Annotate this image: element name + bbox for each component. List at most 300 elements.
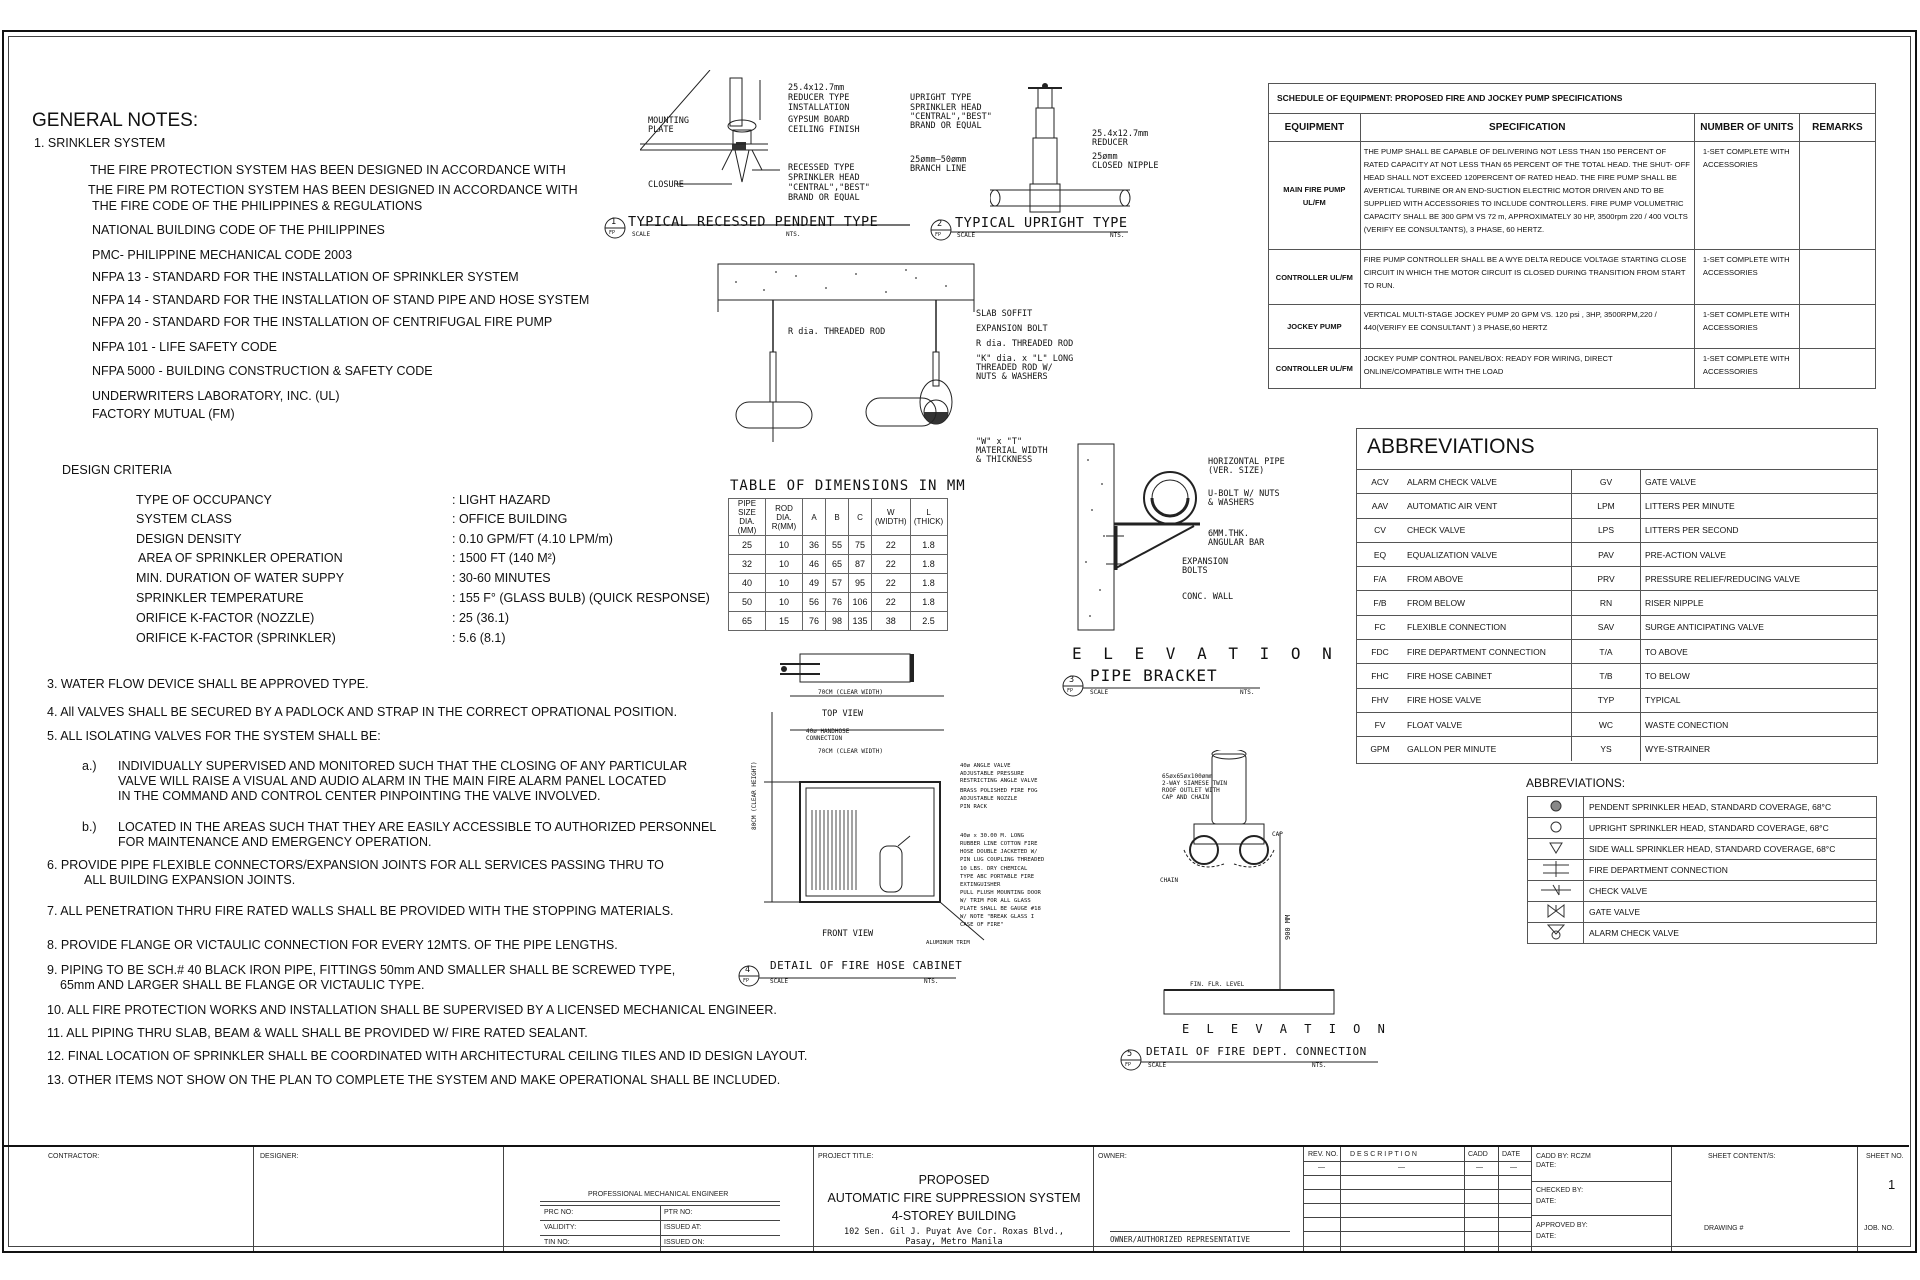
fire-dept-connection-icon <box>1528 860 1584 881</box>
detail-2-fp: FP <box>935 232 942 238</box>
bracket-label-9: CONC. WALL <box>1182 592 1234 602</box>
recessed-label-4: GYPSUM BOARD <box>788 115 850 125</box>
abbreviation-row <box>1357 542 1877 566</box>
schedule-units: 1-SET COMPLETE WITH ACCESSORIES <box>1694 142 1799 250</box>
dim-cell: 55 <box>826 536 849 555</box>
criteria-label: SPRINKLER TEMPERATURE <box>136 591 304 605</box>
dim-cell: 40 <box>729 574 766 593</box>
bracket-label-2: (VER. SIZE) <box>1208 466 1265 476</box>
schedule-spec: THE PUMP SHALL BE CAPABLE OF DELIVERING NOT LESS THAN 150 PERCENT OF RATED CAPACITY AT NOT LESS THAN 65 PERCENT OF THE TOTAL HEAD. THE SHUT- OFF HEAD SHALL NOT EXCEED 120PERCENT OF RATED HEAD. THE FIRE PUMP SHALL BE AVERTICAL TURBINE OR AN END-SUCTION ELECTRIC MOTOR DRIVEN AND TO BE SUPPLIED WITH ACCESSORIES TO INCLUDE CONTROLLERS. FIRE PUMP VOLUMETRIC CAPACITY SHALL BE 300 GPM VS 72 m, APPROXIMATELY 30 HP, 3500rpm 220 / 400 VOLTS (VERIFY EE CONSULTANTS), 3 PHASE, 60 HERTZ. <box>1360 142 1694 250</box>
detail-1-scale: SCALE <box>632 231 651 238</box>
recessed-label-2: REDUCER TYPE <box>788 93 850 103</box>
dim-cell: 50 <box>729 593 766 612</box>
abbreviation-cell: WYE-STRAINER <box>1641 737 1878 761</box>
dim-header: PIPE SIZE DIA.(MM) <box>729 499 766 536</box>
detail-2-scale: SCALE <box>957 232 976 239</box>
tb-sheet-no-value: 1 <box>1888 1177 1896 1192</box>
upright-detail <box>990 80 1140 220</box>
abbreviation-row <box>1357 688 1877 712</box>
standard-item: THE FIRE PROTECTION SYSTEM HAS BEEN DESIGNED IN ACCORDANCE WITH <box>90 163 566 177</box>
dim-header-row <box>729 499 948 536</box>
abbreviation-row <box>1357 737 1877 761</box>
symbol-row <box>1528 881 1877 902</box>
abbreviation-cell: AAV <box>1357 494 1403 518</box>
dimensions-table-title: TABLE OF DIMENSIONS IN MM <box>730 478 966 494</box>
abbreviation-cell: PAV <box>1572 542 1641 566</box>
schedule-units: 1-SET COMPLETE WITH ACCESSORIES <box>1694 349 1799 389</box>
dim-cell: 10 <box>766 555 803 574</box>
cabinet-clear-width-1: 70CM (CLEAR WIDTH) <box>818 689 884 696</box>
tb-dash-1: — <box>1318 1164 1325 1171</box>
abbreviation-cell: T/A <box>1572 640 1641 664</box>
abbreviation-cell: CHECK VALVE <box>1403 518 1572 542</box>
tb-validity: VALIDITY: <box>544 1224 577 1231</box>
schedule-equipment: CONTROLLER UL/FM <box>1269 250 1361 305</box>
upright-label-5: 25.4x12.7mm <box>1092 129 1149 139</box>
dim-cell: 36 <box>803 536 826 555</box>
note-line: 3. WATER FLOW DEVICE SHALL BE APPROVED TYPE. <box>47 677 369 691</box>
hanger-label-6: NUTS & WASHERS <box>976 372 1048 382</box>
schedule-header: EQUIPMENT <box>1269 114 1361 142</box>
dim-cell: 1.8 <box>910 574 947 593</box>
fdc-label-1: 65øx65øx100ømm <box>1162 773 1213 780</box>
abbreviations-table <box>1357 469 1877 761</box>
cabinet-label: PULL FLUSH MOUNTING DOOR <box>960 890 1041 896</box>
abbreviation-cell: PRE-ACTION VALVE <box>1641 542 1878 566</box>
standard-item: NFPA 13 - STANDARD FOR THE INSTALLATION OF SPRINKLER SYSTEM <box>92 270 519 284</box>
bracket-label-6: ANGULAR BAR <box>1208 538 1265 548</box>
detail-2-nts: NTS. <box>1110 232 1125 239</box>
tb-project-line1: PROPOSED <box>918 1173 990 1187</box>
recessed-label-11: BRAND OR EQUAL <box>788 193 860 203</box>
schedule-units: 1-SET COMPLETE WITH ACCESSORIES <box>1694 250 1799 305</box>
pipe-bracket-detail <box>1076 440 1306 640</box>
abbreviations-box <box>1356 428 1878 764</box>
tb-tin: TIN NO: <box>544 1239 570 1246</box>
symbol-row <box>1528 923 1877 944</box>
symbol-label: UPRIGHT SPRINKLER HEAD, STANDARD COVERAGE, 68°C <box>1584 818 1877 839</box>
abbreviation-cell: FLEXIBLE CONNECTION <box>1403 615 1572 639</box>
recessed-label-3: INSTALLATION <box>788 103 850 113</box>
dim-cell: 1.8 <box>910 555 947 574</box>
abbreviation-cell: T/B <box>1572 664 1641 688</box>
tb-rev-no: REV. NO. <box>1308 1151 1339 1158</box>
cabinet-label: RUBBER LINE COTTON FIRE <box>960 841 1038 847</box>
schedule-equipment: CONTROLLER UL/FM <box>1269 349 1361 389</box>
cabinet-label: ALUMINUM TRIM <box>926 940 970 946</box>
dim-header: C <box>849 499 872 536</box>
note-line: LOCATED IN THE AREAS SUCH THAT THEY ARE EASILY ACCESSIBLE TO AUTHORIZED PERSONNEL <box>118 820 717 834</box>
schedule-remarks <box>1799 349 1875 389</box>
cabinet-label: 10 LBS. DRY CHEMICAL <box>960 866 1028 872</box>
abbreviation-cell: SURGE ANTICIPATING VALVE <box>1641 615 1878 639</box>
tb-cadd: CADD <box>1468 1151 1488 1158</box>
tb-date: DATE <box>1502 1151 1521 1158</box>
symbol-row <box>1528 797 1877 818</box>
cabinet-top-view: TOP VIEW <box>822 709 863 719</box>
abbreviation-row <box>1357 567 1877 591</box>
detail-2-number: 2 <box>937 219 943 229</box>
abbreviation-cell: FIRE HOSE CABINET <box>1403 664 1572 688</box>
tb-date-2: DATE: <box>1536 1198 1557 1205</box>
cabinet-label: PIN RACK <box>960 804 987 810</box>
note-line: a.) <box>82 759 97 773</box>
note-line: ALL BUILDING EXPANSION JOINTS. <box>84 873 296 887</box>
abbreviation-cell: LPM <box>1572 494 1641 518</box>
note-line: 6. PROVIDE PIPE FLEXIBLE CONNECTORS/EXPANSION JOINTS FOR ALL SERVICES PASSING THRU TO <box>47 858 664 872</box>
schedule-header: REMARKS <box>1799 114 1875 142</box>
dim-cell: 76 <box>803 612 826 631</box>
detail-3-nts: NTS. <box>1240 689 1255 696</box>
tb-prc: PRC NO: <box>544 1209 574 1216</box>
bracket-detail-title: PIPE BRACKET <box>1090 666 1218 685</box>
symbol-row <box>1528 839 1877 860</box>
standard-item: NFPA 20 - STANDARD FOR THE INSTALLATION OF CENTRIFUGAL FIRE PUMP <box>92 315 553 329</box>
schedule-remarks <box>1799 305 1875 349</box>
abbreviation-cell: WASTE CONECTION <box>1641 712 1878 736</box>
tb-issued-at: ISSUED AT: <box>664 1224 702 1231</box>
upright-label-7: 25ømm <box>1092 152 1118 162</box>
abbreviation-cell: FIRE DEPARTMENT CONNECTION <box>1403 640 1572 664</box>
schedule-header: SPECIFICATION <box>1360 114 1694 142</box>
tb-project-line2: AUTOMATIC FIRE SUPPRESSION SYSTEM <box>827 1191 1081 1205</box>
dim-header: ROD DIA. R(MM) <box>766 499 803 536</box>
recessed-label-12: CLOSURE <box>648 180 684 190</box>
criteria-value: : 155 F° (GLASS BULB) (QUICK RESPONSE) <box>452 591 710 605</box>
dim-cell: 15 <box>766 612 803 631</box>
abbreviation-cell: ALARM CHECK VALVE <box>1403 470 1572 494</box>
detail-1-fp: FP <box>609 230 616 236</box>
tb-project <box>814 1147 1094 1251</box>
cabinet-label-hh2: CONNECTION <box>806 735 843 742</box>
fdc-label-3: ROOF OUTLET WITH <box>1162 787 1220 794</box>
abbreviation-row <box>1357 664 1877 688</box>
tb-dash-3: — <box>1476 1164 1483 1171</box>
abbreviation-cell: FIRE HOSE VALVE <box>1403 688 1572 712</box>
cabinet-clear-height: 80CM (CLEAR HEIGHT) <box>751 761 758 830</box>
schedule-remarks <box>1799 142 1875 250</box>
cabinet-clear-width-2: 70CM (CLEAR WIDTH) <box>818 748 884 755</box>
tb-dash-4: — <box>1510 1164 1517 1171</box>
abbreviation-cell: GV <box>1572 470 1641 494</box>
abbreviation-cell: LITTERS PER MINUTE <box>1641 494 1878 518</box>
dim-cell: 32 <box>729 555 766 574</box>
standard-item: NFPA 5000 - BUILDING CONSTRUCTION & SAFETY CODE <box>92 364 433 378</box>
criteria-value: : 0.10 GPM/FT (4.10 LPM/m) <box>452 532 613 546</box>
schedule-spec: FIRE PUMP CONTROLLER SHALL BE A WYE DELTA REDUCE VOLTAGE STARTING CLOSE CIRCUIT IN WHICH THE MOTOR CIRCUIT IS CLOSED DURING TRANSITION FROM START TO RUN. <box>1360 250 1694 305</box>
tb-owner-label: OWNER: <box>1098 1153 1127 1160</box>
dim-header: W (WIDTH) <box>872 499 911 536</box>
detail-4-number: 4 <box>745 965 751 975</box>
tb-project-label: PROJECT TITLE: <box>818 1153 874 1160</box>
dim-cell: 98 <box>826 612 849 631</box>
check-valve-icon <box>1528 881 1584 902</box>
tb-contractor-label: CONTRACTOR: <box>48 1153 100 1160</box>
symbol-label: PENDENT SPRINKLER HEAD, STANDARD COVERAGE, 68°C <box>1584 797 1877 818</box>
abbreviation-cell: TYP <box>1572 688 1641 712</box>
abbreviation-cell: YS <box>1572 737 1641 761</box>
tb-signoffs <box>1532 1147 1672 1251</box>
detail-1-number: 1 <box>611 217 617 227</box>
tb-issued-on: ISSUED ON: <box>664 1239 705 1246</box>
fdc-label-7: 900 MM <box>1284 914 1292 940</box>
symbol-label: FIRE DEPARTMENT CONNECTION <box>1584 860 1877 881</box>
criteria-value: : LIGHT HAZARD <box>452 493 551 507</box>
detail-3-scale: SCALE <box>1090 689 1109 696</box>
fdc-elevation-label: E L E V A T I O N <box>1182 1022 1390 1036</box>
fdc-label-2: 2-WAY SIAMESE TWIN <box>1162 780 1228 787</box>
symbol-row <box>1528 902 1877 923</box>
upright-label-2: SPRINKLER HEAD <box>910 103 982 113</box>
abbreviation-cell: FROM ABOVE <box>1403 567 1572 591</box>
cabinet-front-view: FRONT VIEW <box>822 929 874 939</box>
recessed-label-5: CEILING FINISH <box>788 125 860 135</box>
tb-project-line3: 4-STOREY BUILDING <box>891 1209 1017 1223</box>
dim-row <box>729 555 948 574</box>
criteria-label: DESIGN DENSITY <box>136 532 242 546</box>
abbreviation-cell: EQUALIZATION VALVE <box>1403 542 1572 566</box>
hanger-label-9: & THICKNESS <box>976 455 1033 465</box>
cabinet-label: BRASS POLISHED FIRE FOG <box>960 788 1038 794</box>
dim-row <box>729 593 948 612</box>
schedule-header: NUMBER OF UNITS <box>1694 114 1799 142</box>
dim-cell: 38 <box>872 612 911 631</box>
note-line: 10. ALL FIRE PROTECTION WORKS AND INSTALLATION SHALL BE SUPERVISED BY A LICENSED MECHANICAL ENGINEER. <box>47 1003 777 1017</box>
design-criteria-title: DESIGN CRITERIA <box>62 463 172 477</box>
pendent-sprinkler-icon <box>1528 797 1584 818</box>
schedule-row <box>1269 142 1876 250</box>
abbreviation-cell: FHC <box>1357 664 1403 688</box>
schedule-equipment: JOCKEY PUMP <box>1269 305 1361 349</box>
note-line: 9. PIPING TO BE SCH.# 40 BLACK IRON PIPE, FITTINGS 50mm AND SMALLER SHALL BE SCREWED TYPE, <box>47 963 676 977</box>
hanger-label-8: MATERIAL WIDTH <box>976 446 1048 456</box>
upright-label-6: REDUCER <box>1092 138 1128 148</box>
standard-item: THE FIRE CODE OF THE PHILIPPINES & REGULATIONS <box>92 199 423 213</box>
standard-item: NATIONAL BUILDING CODE OF THE PHILIPPINES <box>92 223 385 237</box>
bracket-label-7: EXPANSION <box>1182 557 1229 567</box>
dim-cell: 22 <box>872 555 911 574</box>
note-line: 13. OTHER ITEMS NOT SHOW ON THE PLAN TO COMPLETE THE SYSTEM AND MAKE OPERATIONAL SHALL BE INCLUDED. <box>47 1073 781 1087</box>
dim-cell: 46 <box>803 555 826 574</box>
recessed-detail-title: TYPICAL RECESSED PENDENT TYPE <box>628 214 879 230</box>
upright-label-10: BRANCH LINE <box>910 164 967 174</box>
cabinet-label: ADJUSTABLE NOZZLE <box>960 796 1018 802</box>
tb-address1: 102 Sen. Gil J. Puyat Ave Cor. Roxas Blvd., <box>843 1227 1065 1237</box>
abbreviation-cell: WC <box>1572 712 1641 736</box>
dim-cell: 65 <box>729 612 766 631</box>
dim-cell: 1.8 <box>910 593 947 612</box>
dim-cell: 25 <box>729 536 766 555</box>
dim-cell: 10 <box>766 593 803 612</box>
cabinet-label: 40ø ANGLE VALVE <box>960 763 1011 769</box>
cabinet-label: EXTINGUISHER <box>960 882 1001 888</box>
abbreviation-row <box>1357 494 1877 518</box>
abbreviation-cell: EQ <box>1357 542 1403 566</box>
dim-cell: 65 <box>826 555 849 574</box>
note-line: 12. FINAL LOCATION OF SPRINKLER SHALL BE COORDINATED WITH ARCHITECTURAL CEILING TILES AND ID DESIGN LAYOUT. <box>47 1049 808 1063</box>
note-line: 11. ALL PIPING THRU SLAB, BEAM & WALL SHALL BE PROVIDED W/ FIRE RATED SEALANT. <box>47 1026 588 1040</box>
bracket-label-4: & WASHERS <box>1208 498 1255 508</box>
alarm-check-valve-icon <box>1528 923 1584 944</box>
tb-sheet-no <box>1858 1147 1909 1251</box>
abbreviation-cell: TO BELOW <box>1641 664 1878 688</box>
bracket-label-3: U-BOLT W/ NUTS <box>1208 489 1280 499</box>
recessed-label-10: "CENTRAL","BEST" <box>788 183 870 193</box>
note-line: VALVE WILL RAISE A VISUAL AND AUDIO ALARM IN THE MAIN FIRE ALARM PANEL LOCATED <box>118 774 667 788</box>
abbreviation-cell: F/B <box>1357 591 1403 615</box>
tb-sheet-content <box>1672 1147 1858 1251</box>
dim-cell: 22 <box>872 593 911 612</box>
recessed-label-9: SPRINKLER HEAD <box>788 173 860 183</box>
criteria-value: : 25 (36.1) <box>452 611 509 625</box>
schedule-equipment: MAIN FIRE PUMP UL/FM <box>1269 142 1361 250</box>
symbol-row <box>1528 860 1877 881</box>
fdc-label-5: CAP <box>1272 831 1283 838</box>
detail-4-scale: SCALE <box>770 978 789 985</box>
bracket-label-5: 6MM.THK. <box>1208 529 1249 539</box>
tb-checked-by: CHECKED BY: <box>1536 1187 1584 1194</box>
dim-cell: 76 <box>826 593 849 612</box>
tb-pme: PROFESSIONAL MECHANICAL ENGINEER <box>588 1191 729 1198</box>
detail-3-fp: FP <box>1067 688 1074 694</box>
cabinet-label: ADJUSTABLE PRESSURE <box>960 771 1024 777</box>
recessed-label-7: PLATE <box>648 125 674 135</box>
tb-sheet-no-label: SHEET NO. <box>1866 1153 1904 1160</box>
criteria-label: MIN. DURATION OF WATER SUPPY <box>136 571 345 585</box>
cabinet-label: W/ NOTE "BREAK GLASS I <box>960 914 1035 920</box>
standard-item: UNDERWRITERS LABORATORY, INC. (UL) <box>92 389 340 403</box>
abbreviation-row <box>1357 615 1877 639</box>
tb-contractor <box>4 1147 254 1251</box>
schedule-caption: SCHEDULE OF EQUIPMENT: PROPOSED FIRE AND JOCKEY PUMP SPECIFICATIONS <box>1269 84 1876 114</box>
hanger-label-3: R dia. THREADED ROD <box>976 339 1074 349</box>
tb-drawing-label: DRAWING # <box>1704 1225 1744 1232</box>
fdc-label-6: CHAIN <box>1160 877 1179 884</box>
criteria-value: : 30-60 MINUTES <box>452 571 551 585</box>
cabinet-label: RESTRICTING ANGLE VALVE <box>960 778 1038 784</box>
note-line: IN THE COMMAND AND CONTROL CENTER PINPOINTING THE VALVE INVOLVED. <box>118 789 601 803</box>
dim-cell: 95 <box>849 574 872 593</box>
abbreviation-cell: TYPICAL <box>1641 688 1878 712</box>
criteria-label: AREA OF SPRINKLER OPERATION <box>138 551 343 565</box>
cabinet-label: HOSE DOUBLE JACKETED W/ <box>960 849 1038 855</box>
recessed-label-6: MOUNTING <box>648 116 689 126</box>
symbol-label: CHECK VALVE <box>1584 881 1877 902</box>
cabinet-label-hh1: 40ø HANDHOSE <box>806 728 850 735</box>
symbol-label: SIDE WALL SPRINKLER HEAD, STANDARD COVERAGE, 68°C <box>1584 839 1877 860</box>
fdc-label-8: FIN. FLR. LEVEL <box>1190 981 1245 988</box>
abbreviation-cell: RISER NIPPLE <box>1641 591 1878 615</box>
abbreviation-cell: SAV <box>1572 615 1641 639</box>
tb-cadd-by: CADD BY: RCZM <box>1536 1153 1591 1160</box>
dim-header: B <box>826 499 849 536</box>
note-line: 7. ALL PENETRATION THRU FIRE RATED WALLS SHALL BE PROVIDED WITH THE STOPPING MATERIALS. <box>47 904 674 918</box>
note-line: FOR MAINTENANCE AND EMERGENCY OPERATION. <box>118 835 432 849</box>
tb-revisions <box>1304 1147 1532 1251</box>
detail-1-nts: NTS. <box>786 231 801 238</box>
bracket-label-8: BOLTS <box>1182 566 1208 576</box>
dim-cell: 22 <box>872 536 911 555</box>
symbols-legend-table <box>1527 796 1877 944</box>
abbreviation-cell: LPS <box>1572 518 1641 542</box>
tb-designer-label: DESIGNER: <box>260 1153 299 1160</box>
dim-cell: 135 <box>849 612 872 631</box>
abbreviation-row <box>1357 640 1877 664</box>
cabinet-label: TYPE ABC PORTABLE FIRE <box>960 874 1035 880</box>
recessed-label-1: 25.4x12.7mm <box>788 83 845 93</box>
dim-cell: 106 <box>849 593 872 612</box>
schedule-row <box>1269 349 1876 389</box>
abbreviation-cell: PRESSURE RELIEF/REDUCING VALVE <box>1641 567 1878 591</box>
recessed-label-8: RECESSED TYPE <box>788 163 855 173</box>
abbreviation-cell: TO ABOVE <box>1641 640 1878 664</box>
upright-label-9: 25ømm—50ømm <box>910 155 967 165</box>
standard-item: FACTORY MUTUAL (FM) <box>92 407 235 421</box>
dim-cell: 2.5 <box>910 612 947 631</box>
upright-label-8: CLOSED NIPPLE <box>1092 161 1159 171</box>
hanger-label-4: "K" dia. x "L" LONG <box>976 354 1074 364</box>
abbreviations-title: ABBREVIATIONS <box>1367 435 1535 458</box>
detail-4-nts: NTS. <box>924 978 939 985</box>
note-line: 5. ALL ISOLATING VALVES FOR THE SYSTEM SHALL BE: <box>47 729 381 743</box>
title-block <box>4 1145 1909 1251</box>
dim-row <box>729 574 948 593</box>
tb-ptr: PTR NO: <box>664 1209 693 1216</box>
tb-engineer <box>504 1147 814 1251</box>
schedule-row <box>1269 250 1876 305</box>
schedule-spec: VERTICAL MULTI-STAGE JOCKEY PUMP 20 GPM VS. 120 psi , 3HP, 3500RPM,220 / 440(VERIFY EE CONSULTANT ) 3 PHASE,60 HERTZ <box>1360 305 1694 349</box>
detail-5-nts: NTS. <box>1312 1062 1327 1069</box>
symbol-label: GATE VALVE <box>1584 902 1877 923</box>
standard-item: NFPA 101 - LIFE SAFETY CODE <box>92 340 278 354</box>
tb-owner <box>1094 1147 1304 1251</box>
abbreviation-row <box>1357 591 1877 615</box>
symbols-title: ABBREVIATIONS: <box>1526 776 1626 790</box>
abbreviation-cell: LITTERS PER SECOND <box>1641 518 1878 542</box>
abbreviation-cell: FV <box>1357 712 1403 736</box>
abbreviation-row <box>1357 712 1877 736</box>
tb-sheet-content-label: SHEET CONTENT/S: <box>1708 1153 1776 1160</box>
tb-date-3: DATE: <box>1536 1233 1557 1240</box>
bracket-label-1: HORIZONTAL PIPE <box>1208 457 1285 467</box>
schedule-row <box>1269 305 1876 349</box>
bracket-elevation-label: E L E V A T I O N <box>1072 644 1338 663</box>
dim-cell: 10 <box>766 536 803 555</box>
abbreviation-cell: PRV <box>1572 567 1641 591</box>
tb-approved-by: APPROVED BY: <box>1536 1222 1588 1229</box>
abbreviation-row <box>1357 470 1877 494</box>
criteria-label: ORIFICE K-FACTOR (NOZZLE) <box>136 611 315 625</box>
dim-cell: 22 <box>872 574 911 593</box>
cabinet-label: CASE OF FIRE" <box>960 922 1004 928</box>
abbreviation-cell: FHV <box>1357 688 1403 712</box>
dim-cell: 49 <box>803 574 826 593</box>
abbreviation-row <box>1357 518 1877 542</box>
dimensions-table <box>728 498 948 631</box>
gate-valve-icon <box>1528 902 1584 923</box>
detail-4-fp: FP <box>743 978 750 984</box>
cabinet-label: PIN LUG COUPLING THREADED <box>960 857 1045 863</box>
tb-address2: Pasay, Metro Manila <box>905 1237 1003 1247</box>
upright-detail-title: TYPICAL UPRIGHT TYPE <box>955 215 1128 231</box>
criteria-label: TYPE OF OCCUPANCY <box>136 493 272 507</box>
cabinet-label: W/ TRIM FOR ALL GLASS <box>960 898 1031 904</box>
dim-header: L (THICK) <box>910 499 947 536</box>
abbreviation-cell: F/A <box>1357 567 1403 591</box>
tb-owner-rep: OWNER/AUTHORIZED REPRESENTATIVE <box>1110 1235 1250 1244</box>
hanger-label-7: "W" x "T" <box>976 437 1023 447</box>
hanger-label-5: THREADED ROD W/ <box>976 363 1053 373</box>
